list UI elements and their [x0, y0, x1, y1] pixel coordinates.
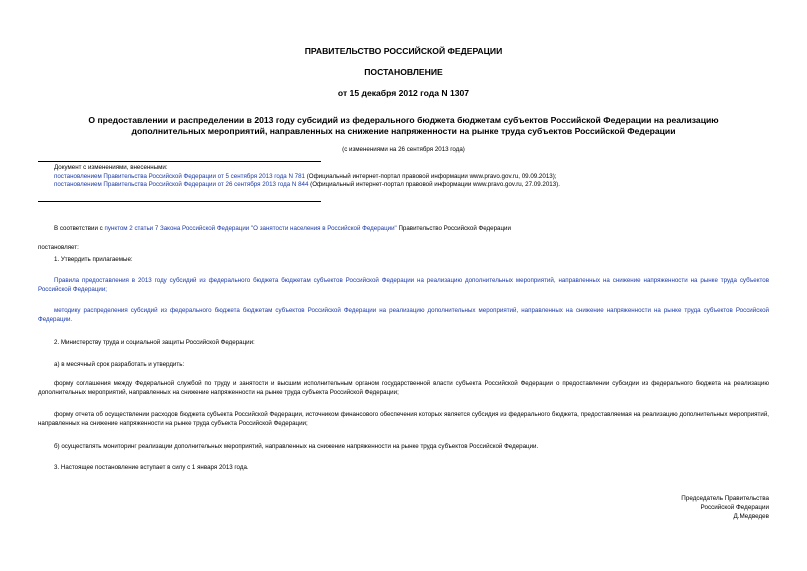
signatory-org: Российской Федерации: [700, 504, 769, 511]
title-line-1: О предоставлении и распределении в 2013 году субсидий из федерального бюджета бюджетам субъектов Российской Федерации на реализацию: [88, 115, 719, 125]
rules-link: [38, 276, 769, 295]
decides-word: постановляет:: [38, 244, 79, 251]
divider-top: [38, 161, 321, 162]
rules-link-text[interactable]: Правила предоставления в 2013 году субсидий из федерального бюджета бюджетам субъектов Российской Федерации на реализацию дополнительных мероприятий, направленных на снижение напряженности на рынке труда субъектов Российской Федерации;: [38, 277, 769, 294]
amendments-intro: Документ с изменениями, внесенными:: [54, 164, 168, 171]
clause-2a: а) в месячный срок разработать и утвердить:: [54, 361, 185, 368]
amendment-item: [54, 173, 774, 182]
divider-bottom: [38, 201, 321, 202]
changes-note: (с изменениями на 26 сентября 2013 года): [342, 146, 465, 153]
amendment-source: (Официальный интернет-портал правовой информации www.pravo.gov.ru, 09.09.2013);: [304, 172, 557, 180]
clause-1: 1. Утвердить прилагаемые:: [54, 256, 133, 263]
law-link[interactable]: пунктом 2 статьи 7 Закона Российской Федерации "О занятости населения в Российской Федерации": [104, 225, 397, 232]
preamble-start: В соответствии с: [54, 225, 105, 232]
clause-2b: б) осуществлять мониторинг реализации дополнительных мероприятий, направленных на снижение напряженности на рынке труда субъектов Российской Федерации.: [54, 443, 539, 450]
signatory-name: Д.Медведев: [733, 513, 769, 520]
signature-block: [681, 494, 769, 521]
clause-3: 3. Настоящее постановление вступает в силу с 1 января 2013 года.: [54, 464, 249, 471]
amendments-block: [54, 164, 774, 190]
method-link-text[interactable]: методику распределения субсидий из федерального бюджета бюджетам субъектов Российской Федерации на реализацию дополнительных мероприятий, направленных на снижение напряженности на рынке труда субъектов Российской Федерации.: [38, 307, 769, 324]
amendment-link-844[interactable]: постановлением Правительства Российской Федерации от 26 сентября 2013 года N 844: [54, 181, 309, 189]
preamble: [54, 224, 774, 233]
method-link: [38, 306, 769, 325]
clause-2a-form-agreement: форму соглашения между Федеральной службой по труду и занятости и высшим исполнительным органом государственной власти субъекта Российской Федерации о предоставлении субсидии из федерального бюджета на реализацию дополнительных мероприятий, направленных на снижение напряженности на рынке труда субъекта Российской Федерации;: [38, 380, 769, 397]
issuing-authority: ПРАВИТЕЛЬСТВО РОССИЙСКОЙ ФЕДЕРАЦИИ: [304, 46, 503, 56]
document-date-number: от 15 декабря 2012 года N 1307: [337, 88, 470, 98]
title-line-2: дополнительных мероприятий, направленных на снижение напряженности на рынке труда субъектов Российской Федерации: [131, 126, 676, 136]
document-type: ПОСТАНОВЛЕНИЕ: [364, 67, 443, 77]
amendment-item: [54, 181, 774, 190]
document-title: [60, 115, 747, 137]
signatory-title: Председатель Правительства: [681, 495, 769, 502]
preamble-end: Правительство Российской Федерации: [396, 225, 511, 232]
clause-2a-form-report: форму отчета об осуществлении расходов бюджета субъекта Российской Федерации, источником финансового обеспечения которых является субсидия из федерального бюджета, предоставляемая на реализацию дополнительных мероприятий, направленных на снижение напряженности на рынке труда субъекта Российской Федерации;: [38, 411, 769, 428]
amendment-link-781[interactable]: постановлением Правительства Российской Федерации от 5 сентября 2013 года N 781: [54, 172, 305, 180]
amendment-source: (Официальный интернет-портал правовой информации www.pravo.gov.ru, 27.09.2013).: [308, 181, 560, 189]
clause-2: 2. Министерству труда и социальной защиты Российской Федерации:: [54, 339, 255, 346]
